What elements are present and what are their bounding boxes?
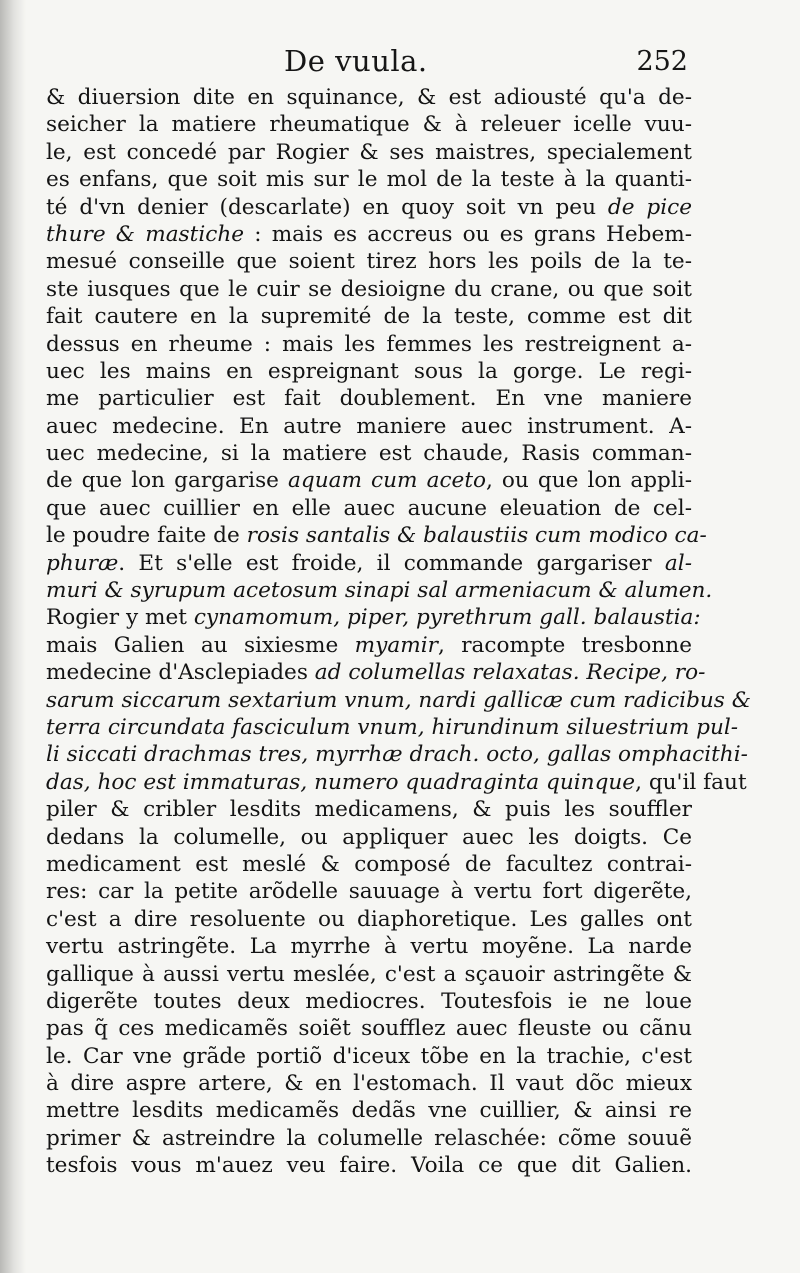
text-segment: Rogier y met <box>46 605 194 631</box>
text-line <box>46 248 692 275</box>
page-gutter-shadow <box>0 0 26 1273</box>
text-segment: seicher la matiere rheumatique & à releuer icelle vuu- <box>46 112 692 138</box>
text-segment: , ou que lon appli- <box>486 468 692 494</box>
text-segment: té d'vn denier (descarlate) en quoy soit vn peu <box>46 194 608 220</box>
text-line <box>46 1043 692 1070</box>
latin-text: ad columellas relaxatas. Recipe, ro- <box>314 660 706 686</box>
text-line <box>46 741 748 768</box>
text-segment: , racompte tresbonne <box>437 632 692 658</box>
text-segment: le, est concedé par Rogier & ses maistres, specialement <box>46 139 692 165</box>
text-line <box>46 194 692 221</box>
text-line <box>46 111 692 138</box>
text-segment: medicament est meslé & composé de facultez contrai- <box>46 851 692 877</box>
latin-text: terra circundata fasciculum vnum, hirundinum siluestrium pul- <box>46 714 739 740</box>
text-line <box>46 604 701 631</box>
page-number: 252 <box>636 46 688 77</box>
text-line <box>46 933 692 960</box>
text-line <box>46 1015 692 1042</box>
latin-text: muri & syrupum acetosum sinapi sal armeniacum & alumen. <box>46 578 713 604</box>
latin-text: de pice <box>607 194 692 220</box>
text-segment: c'est a dire resoluente ou diaphoretique. Les galles ont <box>46 906 692 932</box>
latin-text: cynamomum, piper, pyrethrum gall. balaustia: <box>193 605 701 631</box>
text-line <box>46 467 692 494</box>
text-segment: primer & astreindre la columelle relaschée: cõme souuẽ <box>46 1125 692 1151</box>
latin-text: rosis santalis & balaustiis cum modico ca- <box>246 523 707 549</box>
text-segment: que auec cuillier en elle auec aucune eleuation de cel- <box>46 495 692 521</box>
text-line <box>46 385 692 412</box>
text-line <box>46 632 692 659</box>
latin-text: li siccati drachmas tres, myrrhæ drach. octo, gallas omphacithi- <box>46 742 748 768</box>
text-line <box>46 851 692 878</box>
text-segment: vertu astringẽte. La myrrhe à vertu moyẽne. La narde <box>46 934 692 960</box>
text-segment: & diuersion dite en squinance, & est adiousté qu'a de- <box>46 85 692 110</box>
text-segment: gallique à aussi vertu meslée, c'est a sçauoir astringẽte & <box>46 961 692 987</box>
text-line <box>46 522 707 549</box>
text-line <box>46 1070 692 1097</box>
text-segment: , qu'il faut <box>635 769 747 795</box>
latin-text: das, hoc est immaturas, numero quadraginta quinque <box>46 769 636 795</box>
text-segment: medecine d'Asclepiades <box>46 660 315 686</box>
text-segment: dessus en rheume : mais les femmes les restreignent a- <box>46 331 692 357</box>
text-line <box>46 413 692 440</box>
text-segment: pas q̃ ces medicamẽs soiẽt soufflez auec fleuste ou cãnu <box>46 1016 692 1042</box>
text-line <box>46 878 692 905</box>
text-segment: mettre lesdits medicamẽs dedãs vne cuillier, & ainsi re <box>46 1098 692 1124</box>
page-header <box>48 44 688 84</box>
latin-text: aquam cum aceto <box>288 468 486 494</box>
text-line <box>46 276 692 303</box>
text-line <box>46 495 692 522</box>
text-line <box>46 139 692 166</box>
text-segment: fait cautere en la supremité de la teste, comme est dit <box>46 304 692 330</box>
text-line <box>46 714 739 741</box>
text-line <box>46 221 692 248</box>
text-line <box>46 1125 692 1152</box>
text-segment: uec les mains en espreignant sous la gorge. Le regi- <box>46 358 692 384</box>
text-segment: mais Galien au sixiesme <box>46 632 355 658</box>
text-segment: : mais es accreus ou es grans Hebem- <box>244 221 692 247</box>
body-text <box>46 84 751 1180</box>
text-line <box>46 961 692 988</box>
text-line <box>46 358 692 385</box>
latin-text: thure & mastiche <box>46 221 245 247</box>
text-line <box>46 550 692 577</box>
text-segment: . Et s'elle est froide, il commande gargariser <box>118 550 665 576</box>
text-line <box>46 906 692 933</box>
latin-text: sarum siccarum sextarium vnum, nardi gallicæ cum radicibus & <box>46 687 751 713</box>
text-segment: à dire aspre artere, & en l'estomach. Il vaut dõc mieux <box>46 1071 692 1097</box>
text-segment: ste iusques que le cuir se desioigne du crane, ou que soit <box>46 276 692 302</box>
text-segment: le. Car vne grãde portiõ d'iceux tõbe en la trachie, c'est <box>46 1043 692 1069</box>
text-segment: de que lon gargarise <box>46 468 288 494</box>
text-line <box>46 84 692 111</box>
text-line <box>46 1097 692 1124</box>
running-title: De vuula. <box>284 44 428 78</box>
text-segment: mesué conseille que soient tirez hors les poils de la te- <box>46 249 692 275</box>
text-line <box>46 769 747 796</box>
text-segment: digerẽte toutes deux mediocres. Toutesfois ie ne loue <box>46 988 692 1014</box>
text-segment: piler & cribler lesdits medicamens, & puis les souffler <box>46 797 692 823</box>
text-segment: uec medecine, si la matiere est chaude, Rasis comman- <box>46 441 692 467</box>
text-line <box>46 687 751 714</box>
text-line <box>46 331 692 358</box>
text-segment: auec medecine. En autre maniere auec instrument. A- <box>46 413 692 439</box>
text-segment: es enfans, que soit mis sur le mol de la teste à la quanti- <box>46 167 692 193</box>
text-segment: tesfois vous m'auez veu faire. Voila ce que dit Galien. <box>46 1153 692 1179</box>
latin-text: al- <box>664 550 692 576</box>
text-line <box>46 1152 692 1179</box>
text-line <box>46 824 692 851</box>
text-line <box>46 796 692 823</box>
text-line <box>46 303 692 330</box>
latin-text: myamir <box>354 632 438 658</box>
text-line <box>46 577 713 604</box>
text-line <box>46 440 692 467</box>
text-segment: le poudre faite de <box>46 523 247 549</box>
text-line <box>46 988 692 1015</box>
text-segment: me particulier est fait doublement. En vne maniere <box>46 386 692 412</box>
text-segment: dedans la columelle, ou appliquer auec les doigts. Ce <box>46 824 692 850</box>
text-line <box>46 166 692 193</box>
latin-text: phuræ <box>46 550 119 576</box>
text-segment: res: car la petite arõdelle sauuage à vertu fort digerẽte, <box>46 879 692 905</box>
text-line <box>46 659 706 686</box>
